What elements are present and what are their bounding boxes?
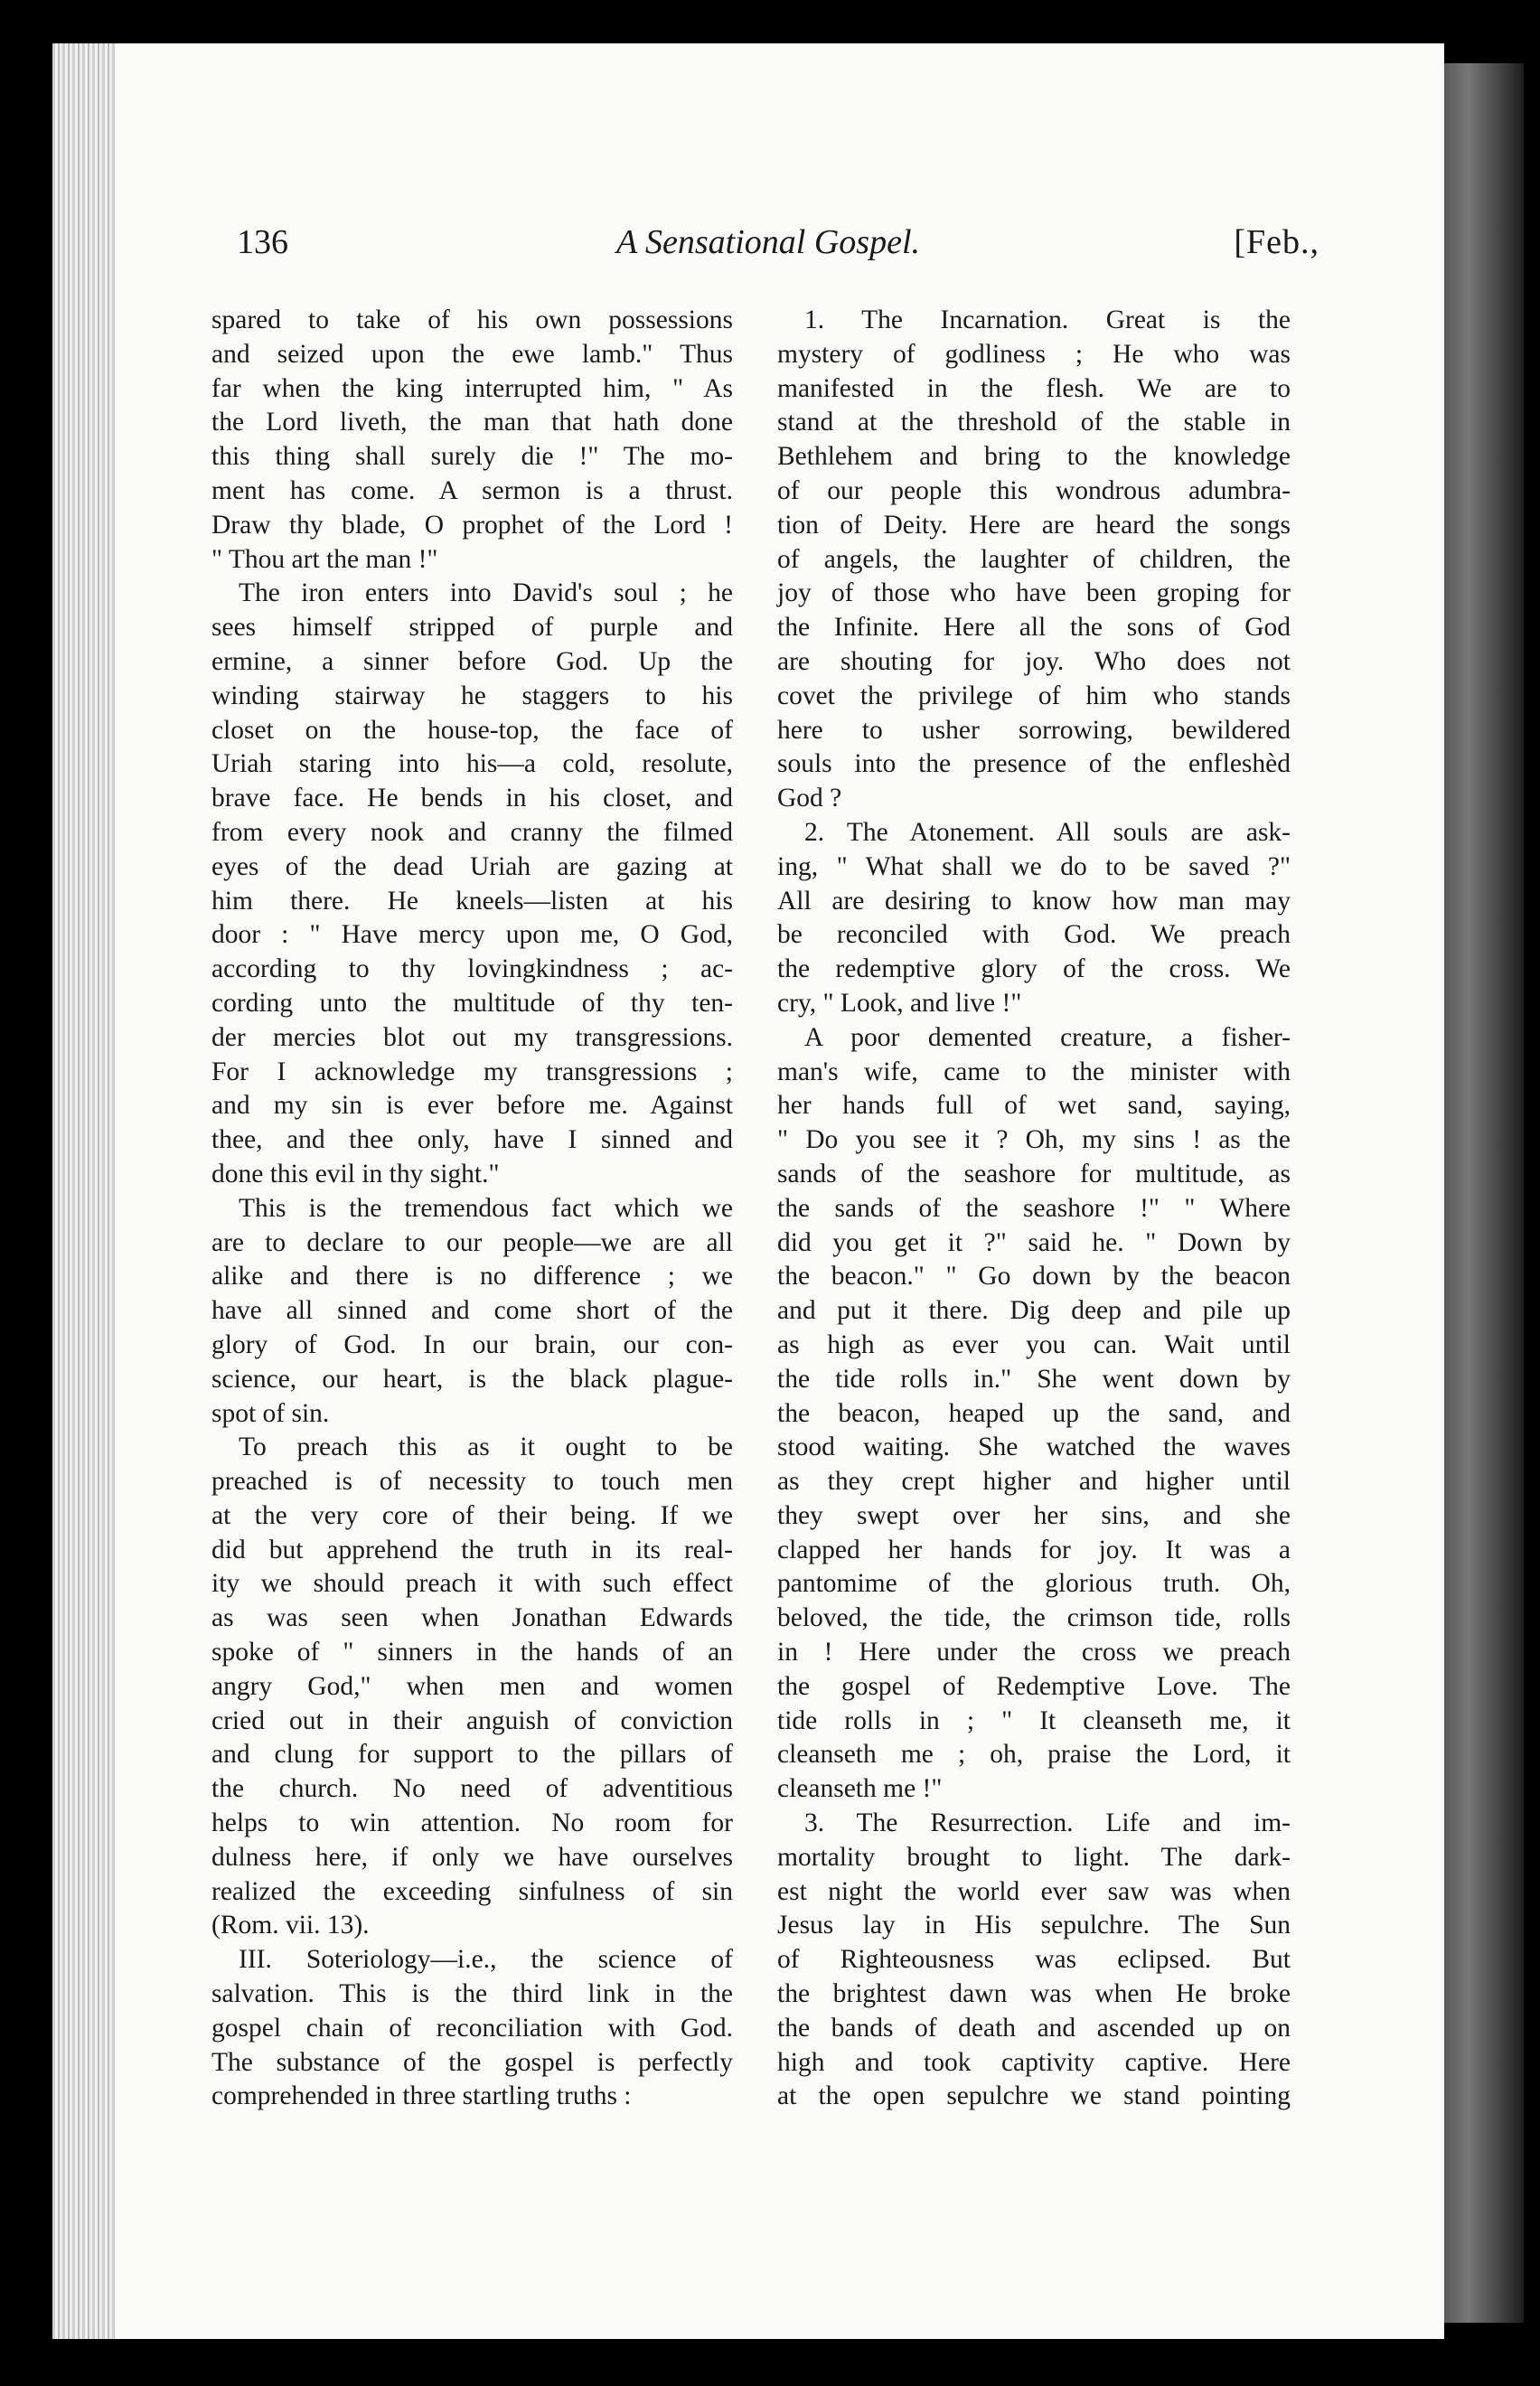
text-line: angry God," when men and women — [211, 1671, 733, 1701]
text-line: 1. The Incarnation. Great is the — [804, 305, 1291, 334]
text-line: as high as ever you can. Wait until — [777, 1329, 1291, 1359]
text-line: dulness here, if only we have ourselves — [211, 1842, 733, 1872]
text-line: est night the world ever saw was when — [777, 1876, 1291, 1906]
text-line: beloved, the tide, the crimson tide, rolls — [777, 1603, 1291, 1633]
text-line: der mercies blot out my transgressions. — [211, 1022, 733, 1052]
text-line: sands of the seashore for multitude, as — [777, 1159, 1291, 1188]
text-line: closet on the house-top, the face of — [211, 715, 733, 745]
text-line: III. Soteriology—i.e., the science of — [239, 1945, 733, 1975]
text-line: Draw thy blade, O prophet of the Lord ! — [211, 510, 733, 540]
text-line: at the open sepulchre we stand pointing — [777, 2081, 1291, 2111]
text-line: the bands of death and ascended up on — [777, 2013, 1291, 2043]
text-line: far when the king interrupted him, " As — [211, 373, 733, 403]
text-line: joy of those who have been groping for — [777, 578, 1291, 608]
text-line: The iron enters into David's soul ; he — [239, 578, 733, 608]
text-line: brave face. He bends in his closet, and — [211, 784, 733, 813]
text-line: of angels, the laughter of children, the — [777, 544, 1291, 574]
text-line: from every nook and cranny the filmed — [211, 817, 733, 847]
text-line: the Infinite. Here all the sons of God — [777, 613, 1291, 643]
page-edge-stack — [52, 43, 116, 2339]
text-line: here to usher sorrowing, bewildered — [777, 715, 1291, 745]
text-line: done this evil in thy sight." — [211, 1159, 500, 1188]
text-line: at the very core of their being. If we — [211, 1500, 733, 1530]
text-line: according to thy lovingkindness ; ac- — [211, 954, 733, 984]
page-number: 136 — [237, 223, 288, 261]
text-line: the gospel of Redemptive Love. The — [777, 1671, 1291, 1701]
text-line: covet the privilege of him who stands — [777, 681, 1291, 710]
text-line: the church. No need of adventitious — [211, 1774, 733, 1804]
text-line: (Rom. vii. 13). — [211, 1911, 370, 1940]
text-line: as they crept higher and higher until — [777, 1467, 1291, 1497]
text-line: and clung for support to the pillars of — [211, 1740, 733, 1770]
text-line: high and took captivity captive. Here — [777, 2047, 1291, 2077]
text-line: the redemptive glory of the cross. We — [777, 954, 1291, 984]
right-text-column — [777, 304, 1291, 2114]
text-line: Uriah staring into his—a cold, resolute, — [211, 749, 733, 779]
text-line: realized the exceeding sinfulness of sin — [211, 1876, 733, 1906]
text-line: of Righteousness was eclipsed. But — [777, 1945, 1291, 1975]
text-line: door : " Have mercy upon me, O God, — [211, 920, 733, 950]
text-line: have all sinned and come short of the — [211, 1296, 733, 1326]
text-line: the sands of the seashore !" " Where — [777, 1193, 1291, 1223]
text-line: cleanseth me ; oh, praise the Lord, it — [777, 1740, 1291, 1770]
text-line: cried out in their anguish of conviction — [211, 1705, 733, 1735]
text-line: cleanseth me !" — [777, 1774, 943, 1804]
text-line: manifested in the flesh. We are to — [777, 373, 1291, 403]
text-line: preached is of necessity to touch men — [211, 1467, 733, 1497]
text-line: This is the tremendous fact which we — [239, 1193, 733, 1223]
text-line: mystery of godliness ; He who was — [777, 339, 1291, 369]
text-line: did you get it ?" said he. " Down by — [777, 1227, 1291, 1257]
text-line: souls into the presence of the enfleshèd — [777, 749, 1291, 779]
text-line: the tide rolls in." She went down by — [777, 1364, 1291, 1394]
text-line: salvation. This is the third link in the — [211, 1979, 733, 2009]
text-line: they swept over her sins, and she — [777, 1500, 1291, 1530]
text-line: All are desiring to know how man may — [777, 886, 1291, 916]
text-line: glory of God. In our brain, our con- — [211, 1329, 733, 1359]
text-line: ing, " What shall we do to be saved ?" — [777, 851, 1291, 881]
text-line: stand at the threshold of the stable in — [777, 408, 1291, 437]
text-line: and seized upon the ewe lamb." Thus — [211, 339, 733, 369]
text-line: cording unto the multitude of thy ten- — [211, 988, 733, 1018]
text-line: the beacon." " Go down by the beacon — [777, 1262, 1291, 1292]
text-line: cry, " Look, and live !" — [777, 988, 1022, 1018]
text-line: of our people this wondrous adumbra- — [777, 475, 1291, 505]
text-line: sees himself stripped of purple and — [211, 613, 733, 643]
text-line: ermine, a sinner before God. Up the — [211, 646, 733, 676]
text-line: helps to win attention. No room for — [211, 1808, 733, 1838]
text-line: her hands full of wet sand, saying, — [777, 1091, 1291, 1121]
text-line: " Thou art the man !" — [211, 544, 438, 574]
text-line: comprehended in three startling truths : — [211, 2081, 632, 2111]
text-line: are to declare to our people—we are all — [211, 1227, 733, 1257]
text-line: this thing shall surely die !" The mo- — [211, 442, 733, 472]
text-line: be reconciled with God. We preach — [777, 920, 1291, 950]
text-line: A poor demented creature, a fisher- — [804, 1022, 1291, 1052]
text-line: and put it there. Dig deep and pile up — [777, 1296, 1291, 1326]
text-line: For I acknowledge my transgressions ; — [211, 1057, 733, 1086]
text-line: him there. He kneels—listen at his — [211, 886, 733, 916]
left-text-column — [211, 304, 733, 2114]
text-line: 3. The Resurrection. Life and im- — [804, 1808, 1291, 1838]
text-line: as was seen when Jonathan Edwards — [211, 1603, 733, 1633]
text-line: Bethlehem and bring to the knowledge — [777, 442, 1291, 472]
facing-page-shadow — [1444, 63, 1524, 2323]
text-line: stood waiting. She watched the waves — [777, 1433, 1291, 1462]
text-line: clapped her hands for joy. It was a — [777, 1535, 1291, 1564]
text-line: eyes of the dead Uriah are gazing at — [211, 851, 733, 881]
text-line: the Lord liveth, the man that hath done — [211, 408, 733, 437]
text-line: To preach this as it ought to be — [239, 1433, 733, 1462]
text-line: in ! Here under the cross we preach — [777, 1638, 1291, 1667]
text-line: 2. The Atonement. All souls are ask- — [804, 817, 1291, 847]
text-line: man's wife, came to the minister with — [777, 1057, 1291, 1086]
text-line: God ? — [777, 784, 842, 813]
text-line: alike and there is no difference ; we — [211, 1262, 733, 1292]
text-line: the beacon, heaped up the sand, and — [777, 1398, 1291, 1428]
running-title: A Sensational Gospel. — [616, 223, 921, 261]
text-line: tion of Deity. Here are heard the songs — [777, 510, 1291, 540]
text-line: The substance of the gospel is perfectly — [211, 2047, 733, 2077]
text-line: the brightest dawn was when He broke — [777, 1979, 1291, 2009]
text-line: ment has come. A sermon is a thrust. — [211, 475, 733, 505]
text-line: gospel chain of reconciliation with God. — [211, 2013, 733, 2043]
text-line: are shouting for joy. Who does not — [777, 646, 1291, 676]
text-line: winding stairway he staggers to his — [211, 681, 733, 710]
text-line: spared to take of his own possessions — [211, 305, 733, 334]
header-month: [Feb., — [1234, 223, 1319, 261]
text-line: spoke of " sinners in the hands of an — [211, 1638, 733, 1667]
text-line: science, our heart, is the black plague- — [211, 1364, 733, 1394]
text-line: Jesus lay in His sepulchre. The Sun — [777, 1911, 1291, 1940]
text-line: pantomime of the glorious truth. Oh, — [777, 1569, 1291, 1599]
text-line: did but apprehend the truth in its real- — [211, 1535, 733, 1564]
text-line: thee, and thee only, have I sinned and — [211, 1125, 733, 1155]
text-line: " Do you see it ? Oh, my sins ! as the — [777, 1125, 1291, 1155]
page-header — [237, 222, 1319, 277]
text-line: ity we should preach it with such effect — [211, 1569, 733, 1599]
text-line: spot of sin. — [211, 1398, 330, 1428]
text-line: and my sin is ever before me. Against — [211, 1091, 733, 1121]
text-line: mortality brought to light. The dark- — [777, 1842, 1291, 1872]
text-line: tide rolls in ; " It cleanseth me, it — [777, 1705, 1291, 1735]
